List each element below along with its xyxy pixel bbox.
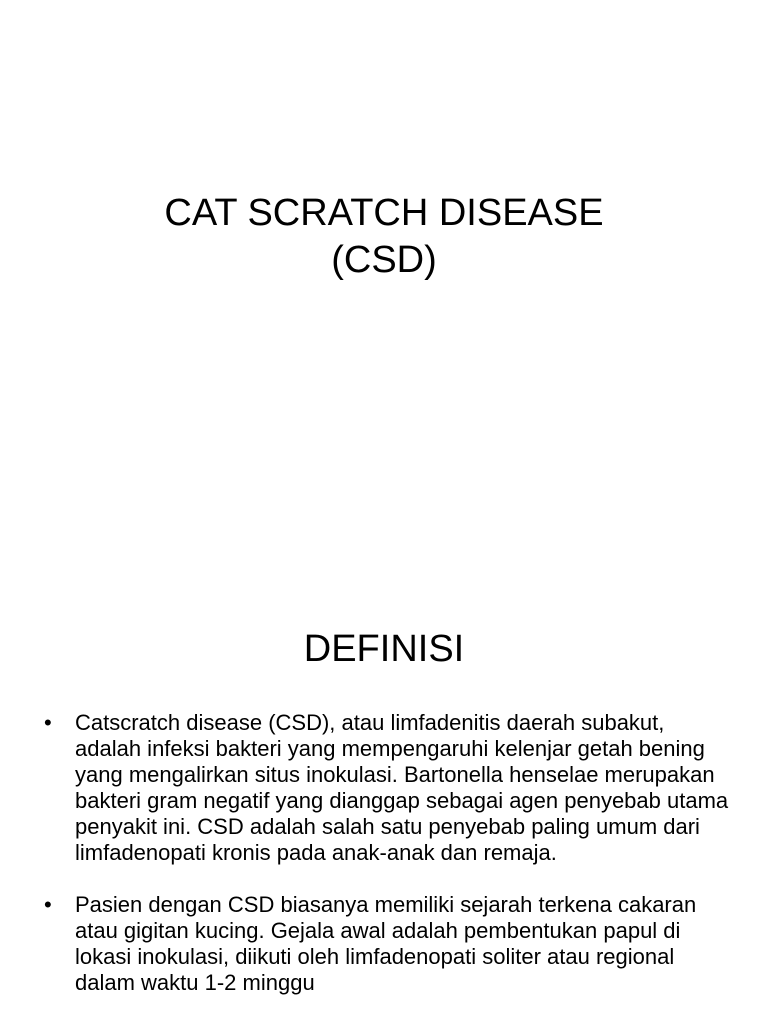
bullet-icon: • bbox=[44, 710, 52, 735]
bullet-text: Catscratch disease (CSD), atau limfadenitis daerah subakut, adalah infeksi bakteri yang mempengaruhi kelenjar getah bening yang mengalirkan situs inokulasi. Bartonella henselae merupakan bakteri gram negatif yang dianggap sebagai agen penyebab utama penyakit ini. CSD adalah salah satu penyebab paling umum dari limfadenopati kronis pada anak-anak dan remaja. bbox=[75, 710, 729, 865]
list-item bbox=[44, 892, 734, 996]
section-heading: DEFINISI bbox=[303, 628, 465, 670]
bullet-icon: • bbox=[44, 892, 52, 917]
title-line-2: (CSD) bbox=[331, 239, 437, 281]
bullet-text: Pasien dengan CSD biasanya memiliki sejarah terkena cakaran atau gigitan kucing. Gejala awal adalah pembentukan papul di lokasi inokulasi, diikuti oleh limfadenopati soliter atau regional dalam waktu 1-2 minggu bbox=[75, 892, 697, 995]
title-line-1: CAT SCRATCH DISEASE bbox=[164, 192, 604, 234]
slide-title bbox=[0, 190, 768, 284]
list-item bbox=[44, 710, 734, 866]
bullet-list bbox=[44, 710, 734, 1022]
